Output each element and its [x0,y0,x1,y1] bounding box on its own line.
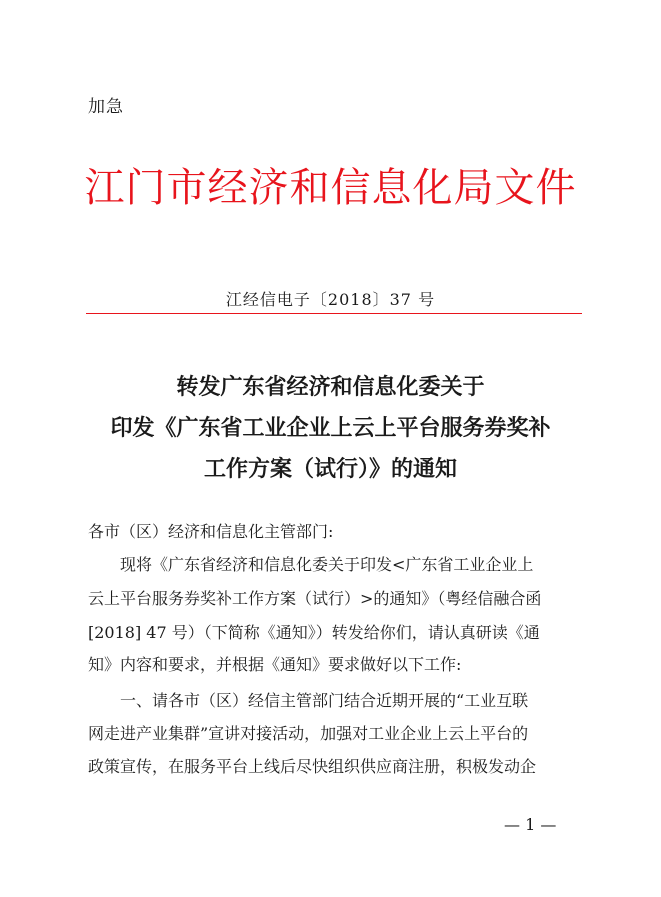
paragraph-1-line-1: 现将《广东省经济和信息化委关于印发<广东省工业企业上 [120,555,534,574]
paragraph-2-line-3: 政策宣传，在服务平台上线后尽快组织供应商注册，积极发动企 [88,757,537,776]
paragraph-1-line-4: 知》内容和要求，并根据《通知》要求做好以下工作: [88,655,462,674]
paragraph-2-line-1: 一、请各市（区）经信主管部门结合近期开展的“工业互联 [120,691,529,710]
red-divider-line [86,313,582,314]
paragraph-1-line-3: [2018] 47 号）（下简称《通知》）转发给你们，请认真研读《通 [88,623,540,642]
paragraph-2-line-2: 网走进产业集群”宣讲对接活动，加强对工业企业上云上平台的 [88,724,529,743]
issuing-office-title: 江门市经济和信息化局文件 [84,165,577,211]
document-number: 江经信电子〔2018〕37 号 [225,290,436,309]
page-number: — 1 — [504,815,557,834]
notice-title-line-1: 转发广东省经济和信息化委关于 [176,375,485,400]
notice-title-line-2: 印发《广东省工业企业上云上平台服务券奖补 [110,416,551,441]
notice-title-line-3: 工作方案（试行）》的通知 [203,457,457,482]
paragraph-1-line-2: 云上平台服务券奖补工作方案（试行）>的通知》（粤经信融合函 [88,589,542,608]
urgency-label: 加急 [88,97,124,117]
salutation: 各市（区）经济和信息化主管部门: [88,522,334,541]
